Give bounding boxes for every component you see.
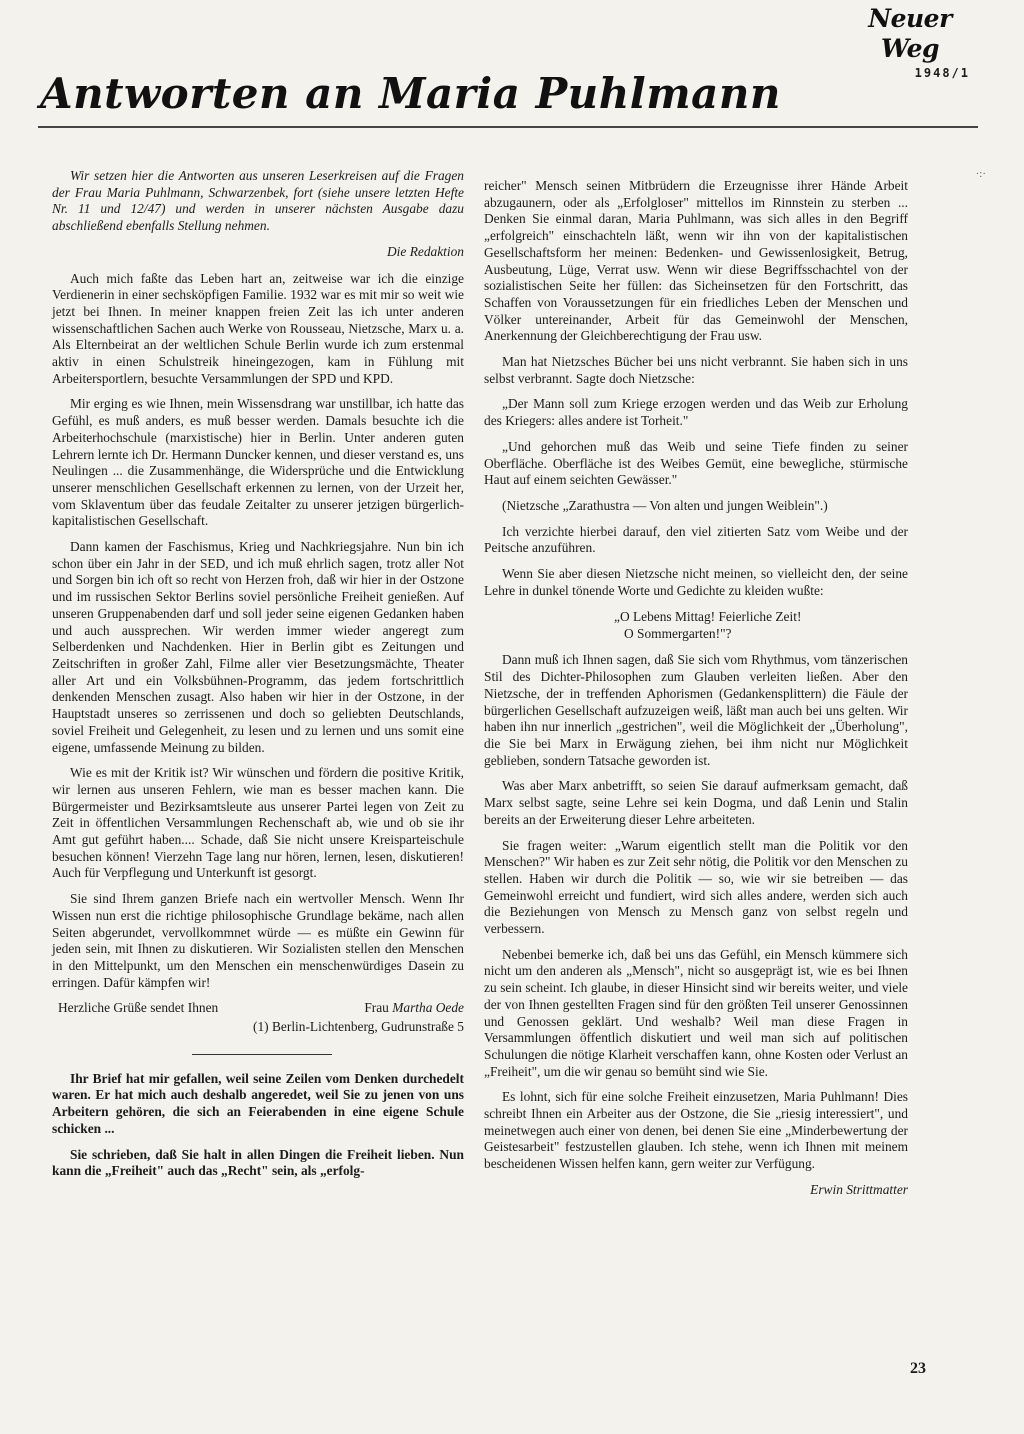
issue-number: 1948/1 — [914, 66, 970, 80]
editor-signature: Die Redaktion — [387, 243, 464, 259]
quote-source: (Nietzsche „Zarathustra — Von alten und jungen Weiblein".) — [502, 497, 828, 513]
editor-intro: Wir setzen hier die Antworten aus unseren Leserkreisen auf die Fragen der Frau Maria Puhlmann, Schwarzenbek, fort (siehe unsere letzten Hefte Nr. 11 und 12/47) und werden in unserer nächsten Ausgabe dazu abschließend ebenfalls Stellung nehmen. — [52, 168, 464, 234]
author-signature: Erwin Strittmatter — [810, 1181, 908, 1197]
letter2-paragraph-4: Man hat Nietzsches Bücher bei uns nicht verbrannt. Sie haben sich in uns selbst verbrannt. Sagte doch Nietzsche: — [484, 354, 908, 386]
letter2-paragraph-8: Was aber Marx anbetrifft, so seien Sie darauf aufmerksam gemacht, daß Marx selbst sagte, seine Lehre sei kein Dogma, und daß Lenin und Stalin bereits an der Erweiterung dieser Lehre arbeiteten. — [484, 778, 908, 827]
nietzsche-quote-1: „Der Mann soll zum Kriege erzogen werden und das Weib zur Erholung des Kriegers: alles andere ist Torheit." — [484, 396, 908, 429]
verse-line-2: O Sommergarten!"? — [624, 626, 732, 642]
masthead — [840, 4, 980, 80]
right-column — [484, 178, 908, 1209]
letter2-paragraph-10: Nebenbei bemerke ich, daß bei uns das Gefühl, ein Mensch kümmere sich nicht um den anderen als „Mensch", nicht so ausgeprägt ist, wie es bei Ihnen zu sein scheint. Ich glaube, in dieser Hinsicht sind wir bereits weiter, und viele der von Ihnen gestellten Fragen sind für den größten Teil unserer Genossinnen und Genossen geklärt. Und weshalb? Weil man diese Fragen in Versammlungen öffentlich diskutiert und weil man sich auf politischen Schulungen die nötige Klarheit verschaffen kann, ohne Kosten oder Verlust an „Freiheit", um die wir genau so bemüht sind wie Sie. — [484, 946, 908, 1079]
letter2-paragraph-3: reicher" Mensch seinen Mitbrüdern die Erzeugnisse ihrer Hände Arbeit abzugaunern, oder als „Erfolgloser" mittellos im Rinnstein zu sterben ... Denken Sie einmal daran, Maria Puhlmann, was sich alles in den Begriff „erfolgreich" einschachteln läßt, wenn wir ihn von der kapitalistischen Gesellschaftsform her meinen: Bedenken- und Gewissenlosigkeit, Betrug, Ausbeutung, Lüge, Verrat usw. Wenn wir diese Begriffsschachtel von der sozialistischen Seite her füllen: das Sicheinsetzen für den Fortschritt, das Schaffen von Voraussetzungen für ein friedliches Leben der Menschen und Völker untereinander, Arbeit für das Gemeinwohl der Menschen, Anerkennung der Gleichberechtigung der Frau usw. — [484, 178, 908, 344]
letter2-start — [52, 1071, 464, 1180]
letter2-paragraph-11: Es lohnt, sich für eine solche Freiheit einzusetzen, Maria Puhlmann! Dies schreibt Ihnen ein Arbeiter aus der Ostzone, die Sie „riesig interessiert", und meinetwegen auch einer von denen, bei denen Sie eine „Minderbewertung der Geistesarbeit" festzustellen glauben. Ich stehe, wenn ich Ihnen mit meinem bescheidenen Wissen helfen kann, gern weiter zur Verfügung. — [484, 1089, 908, 1172]
letter1-paragraph-1: Auch mich faßte das Leben hart an, zeitweise war ich die einzige Verdienerin in einer sechsköpfigen Familie. 1932 war es mit mir so weit wie jetzt bei Ihnen. In meiner knappen freien Zeit las ich unter anderen wissenschaftlichen Sachen auch Werke von Rousseau, Nietzsche, Marx u. a. Als Elternbeirat an der weltlichen Schule Berlin wurde ich zum erstenmal aktiv in einen Schulstreik hineingezogen, kam in Fühlung mit Arbeitersportlern, besuchte Versammlungen der SPD und KPD. — [52, 270, 464, 386]
letter1-paragraph-4: Wie es mit der Kritik ist? Wir wünschen und fördern die positive Kritik, wir lernen aus unseren Fehlern, wie man es besser machen kann. Die Bürgermeister und Bezirksamtsleute aus unserer Partei legen von Zeit zu Zeit in öffentlichen Versammlungen Rechenschaft ab, wie und ob sie ihr Amt gut geführt haben.... Schade, daß Sie nicht unsere Kreisparteischule besuchen können! Vierzehn Tage lang nur hören, lernen, lesen, diskutieren! Auch für Verpflegung und Unterkunft ist gesorgt. — [52, 765, 464, 881]
verse-line-1: „O Lebens Mittag! Feierliche Zeit! — [614, 609, 802, 625]
page-number: 23 — [910, 1360, 926, 1377]
verse — [614, 608, 908, 642]
sender — [358, 1000, 464, 1017]
letter1-paragraph-5: Sie sind Ihrem ganzen Briefe nach ein wertvoller Mensch. Wenn Ihr Wissen nun erst die richtige philosophische Grundlage bekäme, nach allen Seiten abgerundet, vervollkommnet würde — es müßte ein Gewinn für jeden sein, mit Ihnen zu diskutieren. Wir Sozialisten stellen den Menschen in den Mittelpunkt, um den Menschen ein menschenwürdiges Dasein zu erringen. Dafür kämpfen wir! — [52, 891, 464, 990]
section-divider — [192, 1054, 332, 1055]
letter2-paragraph-9: Sie fragen weiter: „Warum eigentlich stellt man die Politik vor den Menschen?" Wir haben es zur Zeit sehr nötig, die Politik vor den Menschen zu stellen. Haben wir durch die Politik — so, wie wir sie betreiben — das Gemeinwohl erreicht und fundiert, wird sich alles andere, werden sich auch die Beziehungen von Mensch zu Mensch ganz von selbst regeln und verbessern. — [484, 837, 908, 937]
sender-address: (1) Berlin-Lichtenberg, Gudrunstraße 5 — [253, 1019, 464, 1035]
letter2-paragraph-1: Ihr Brief hat mir gefallen, weil seine Zeilen vom Denken durchedelt waren. Er hat mich auch deshalb angeredet, weil Sie zu jenen von uns Arbeitern gehören, die sich an Feierabenden in eine eigene Schule schicken ... — [52, 1070, 464, 1136]
left-column — [52, 168, 464, 1189]
letter1-paragraph-3: Dann kamen der Faschismus, Krieg und Nachkriegsjahre. Nun bin ich schon über ein Jahr in der SED, und ich muß ehrlich sagen, trotz aller Not und Sorgen bin ich oft so recht von Herzen froh, daß wir hier in der Ostzone und im russischen Sektor Berlins soviel persönliche Freiheit genießen. Auf unseren Gruppenabenden darf und soll jeder seine eigenen Gedanken haben und auch aussprechen. Wir werden immer wieder angeregt zum Selberdenken und Nachdenken. Hier in Berlin gibt es Zeitungen und Zeitschriften in großer Zahl, Filme aller vier Besetzungsmächte, Theater aller Art und ein Volksbühnen-Programm, das jedem fortschrittlich denkenden Menschen zusagt. Also haben wir hier in der Ostzone, in der Hauptstadt unseres so zerrissenen und doch so geliebten Deutschlands, soviel Freiheit und Gelegenheit, zu lesen und zu lernen und uns somit eine eigene, umfassende Meinung zu bilden. — [52, 539, 464, 755]
nietzsche-quote-2: „Und gehorchen muß das Weib und seine Tiefe finden zu seiner Oberfläche. Oberfläche ist des Weibes Gemüt, eine bewegliche, stürmische Haut auf einem seichten Gewässer." — [484, 438, 908, 488]
letter2-paragraph-2: Sie schrieben, daß Sie halt in allen Dingen die Freiheit lieben. Nun kann die „Freiheit" auch das „Recht" sein, als „erfolg- — [52, 1146, 464, 1179]
print-speck: ·:· — [975, 168, 986, 180]
sender-prefix: Frau — [364, 1000, 389, 1016]
letter1-closing — [52, 1000, 464, 1017]
letter1-paragraph-2: Mir erging es wie Ihnen, mein Wissensdrang war unstillbar, ich hatte das Gefühl, es muß anders, es muß besser werden. Damals besuchte ich die Arbeiterhochschule (marxistische) hier in Berlin. Unter anderen guten Lehrern lernte ich Dr. Hermann Duncker kennen, und dieser verstand es, uns Neulingen ... die Zusammenhänge, die Widersprüche und die Entwicklung unserer menschlichen Gesellschaft erkennen zu lernen, von der Urzeit her, vom Sklaventum über das feudale Zeitalter zu unserer jetzigen bürgerlich-kapitalistischen Gesellschaft. — [52, 396, 464, 529]
magazine-logo: Neuer Weg — [868, 4, 952, 63]
article-headline: Antworten an Maria Puhlmann — [40, 69, 781, 118]
sender-name: Martha Oede — [392, 1000, 464, 1016]
greeting: Herzliche Grüße sendet Ihnen — [58, 1000, 219, 1016]
letter2-paragraph-5: Ich verzichte hierbei darauf, den viel zitierten Satz vom Weibe und der Peitsche anzuführen. — [484, 523, 908, 556]
letter2-paragraph-6: Wenn Sie aber diesen Nietzsche nicht meinen, so vielleicht den, der seine Lehre in dunkel tönende Worte und Gedichte zu kleiden wußte: — [484, 566, 908, 598]
headline-rule — [38, 126, 978, 128]
letter2-paragraph-7: Dann muß ich Ihnen sagen, daß Sie sich vom Rhythmus, vom tänzerischen Stil des Dichter-Philosophen zum Glauben verleiten ließen. Aber den Nietzsche, der in treffenden Aphorismen (Gedankensplittern) die Fäule der bürgerlichen Gesellschaft aufzuzeigen weiß, läßt man auch bei uns gelten. Wir haben ihn nur innerlich „gestrichen", weil die Möglichkeit der „Überholung", die Sie bei Marx in Erwägung ziehen, bei ihm nicht nur Möglichkeit geblieben, sondern Tatsache geworden ist. — [484, 652, 908, 768]
